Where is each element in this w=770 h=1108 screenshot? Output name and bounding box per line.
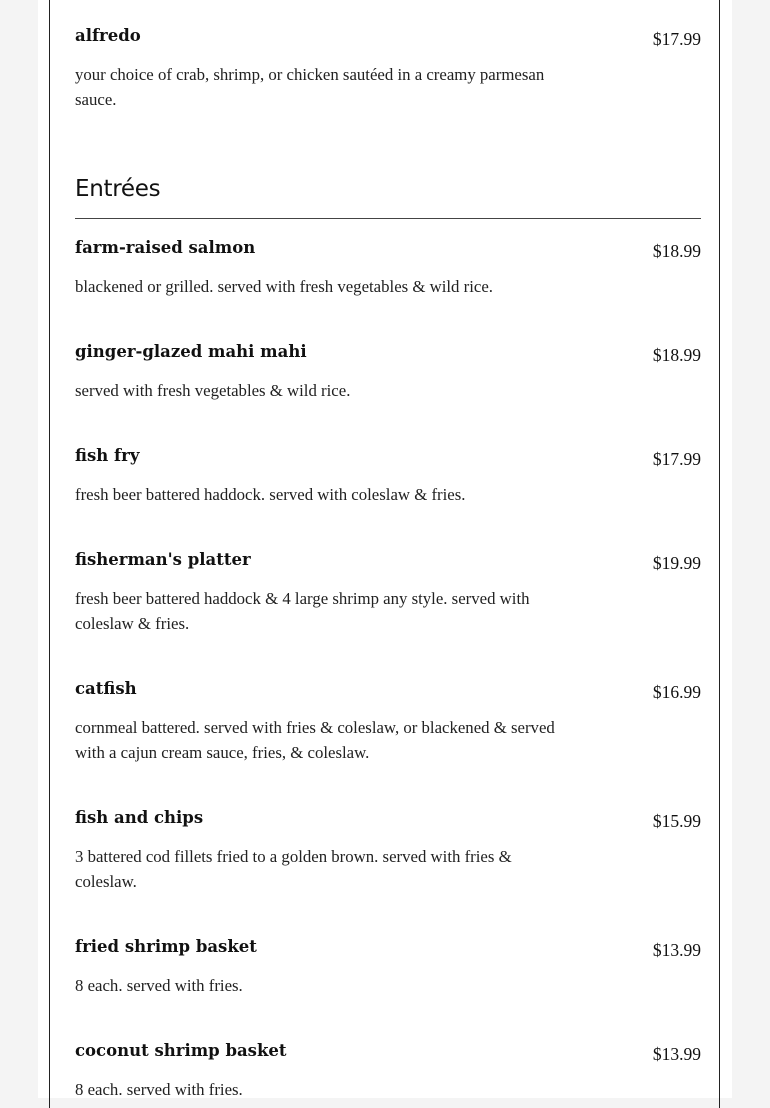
item-description: cornmeal battered. served with fries & coleslaw, or blackened & served with a cajun cream sauce, fries, & coleslaw.	[75, 718, 555, 762]
item-price: $13.99	[652, 940, 701, 960]
item-description: 8 each. served with fries.	[75, 976, 243, 995]
item-price: $19.99	[652, 553, 701, 573]
item-name: farm-raised salmon	[75, 238, 256, 257]
item-price: $15.99	[652, 811, 701, 831]
item-name: fish fry	[75, 446, 140, 465]
item-description: blackened or grilled. served with fresh vegetables & wild rice.	[75, 277, 493, 296]
menu-page	[38, 0, 732, 1098]
item-description: 3 battered cod fillets fried to a golden brown. served with fries & coleslaw.	[75, 847, 512, 891]
item-price: $18.99	[652, 345, 701, 365]
item-price: $17.99	[652, 29, 701, 49]
item-description: your choice of crab, shrimp, or chicken sautéed in a creamy parmesan sauce.	[75, 65, 545, 109]
item-name: catfish	[75, 679, 137, 698]
item-description: fresh beer battered haddock & 4 large shrimp any style. served with coleslaw & fries.	[75, 589, 530, 633]
item-name: coconut shrimp basket	[75, 1041, 287, 1060]
item-description: fresh beer battered haddock. served with coleslaw & fries.	[75, 485, 466, 504]
item-name: fried shrimp basket	[75, 937, 257, 956]
item-price: $13.99	[652, 1044, 701, 1064]
section-title-entrees: Entrées	[75, 176, 161, 202]
item-name: ginger-glazed mahi mahi	[75, 342, 307, 361]
item-description: served with fresh vegetables & wild rice.	[75, 381, 351, 400]
item-description: 8 each. served with fries.	[75, 1080, 243, 1099]
item-name: fisherman's platter	[75, 550, 251, 569]
item-price: $17.99	[652, 449, 701, 469]
item-name: fish and chips	[75, 808, 204, 827]
item-name: alfredo	[75, 26, 141, 45]
item-price: $18.99	[652, 241, 701, 261]
section-divider	[75, 218, 701, 219]
item-price: $16.99	[652, 682, 701, 702]
